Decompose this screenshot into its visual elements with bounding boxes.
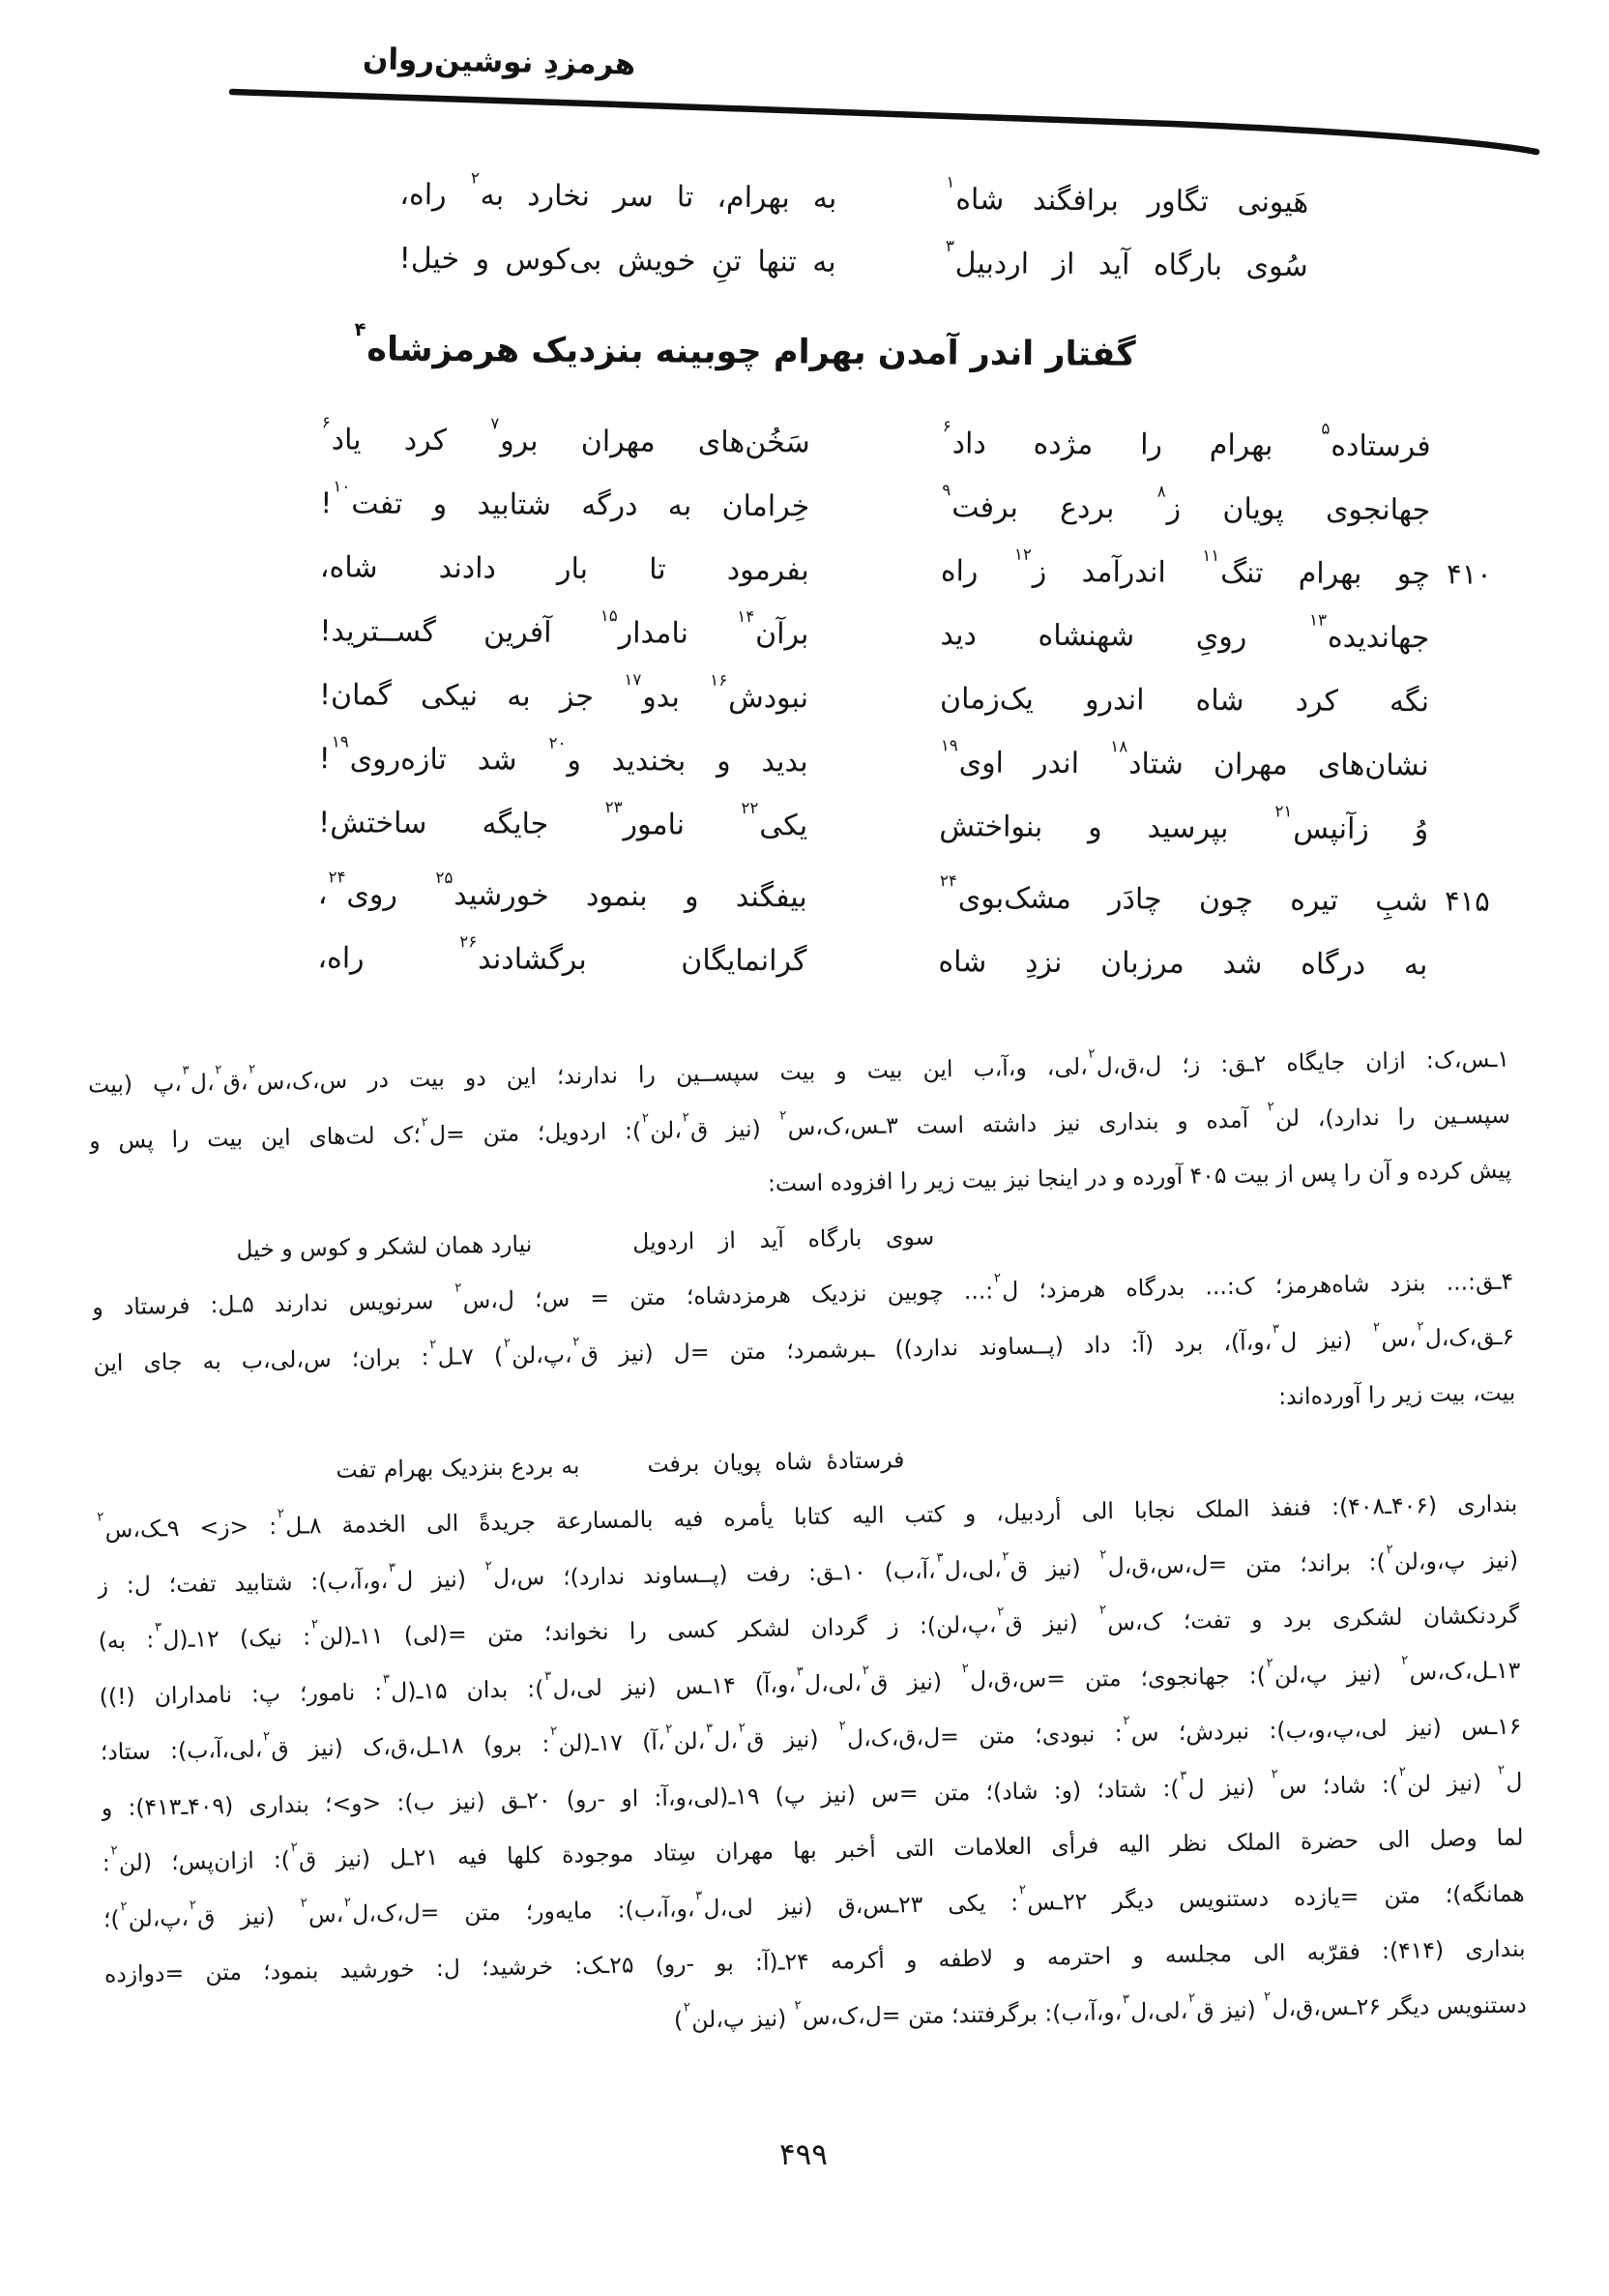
- footnote-ref: ۱۷: [624, 669, 642, 690]
- footnote-ref: ۷: [490, 413, 500, 433]
- footnote-ref: ۴: [354, 318, 366, 341]
- footnote-ref: ۲: [838, 1719, 846, 1734]
- couplet: [398, 226, 1308, 298]
- hemistich-first: فرستاده$^۵$ بهرام را مژده داد$^۶$: [942, 416, 1431, 463]
- footnote-ref: ۵: [1321, 418, 1331, 438]
- hemistich-second: بفرمود تا بار دادند شاه،: [319, 549, 809, 587]
- footnote-line: ۶ـق،ک،ل$^۲$،س$^۲$ (نیز ل$^۳$،و،آ)، برد (آ: داد (پــساوند ندارد)) ـبرشمرد؛ متن =ل (نیز ق$^۲$،پ،لن$^۲$) ۷ـل$^۲$: بران؛ س،لی،ب به جای این: [93, 1318, 1515, 1377]
- footnote-ref: ۲۴: [328, 867, 346, 887]
- footnote-ref: ۲: [1398, 1764, 1406, 1780]
- footnote-ref: ۲: [290, 1840, 298, 1855]
- footnote-ref: ۲۰: [548, 732, 567, 752]
- footnote-ref: ۱۱: [1202, 545, 1220, 566]
- footnote-ref: ۲: [1018, 1882, 1027, 1898]
- footnote-ref: ۲۴: [939, 870, 957, 891]
- footnote-line: (نیز پ،و،لن$^۲$): براند؛ متن =ل،س،ق،ل$^۲$ (نیز ق$^۲$،لی،ل$^۳$،آ،ب) ۱۰ـق: رفت (پــساوند ندارد)؛ س،ل$^۲$ (نیز ل$^۳$،و،آ،ب): شتابید تفت؛ ل: ز: [97, 1542, 1519, 1599]
- hemistich-second: گرانمایگان برگشادند$^{۲۶}$ راه،: [317, 931, 807, 978]
- footnote-ref: ۳: [936, 1549, 944, 1566]
- couplet: [319, 599, 1491, 669]
- couplet: [318, 862, 1490, 932]
- section-heading: گفتار اندر آمدن بهرام چوبینه بنزدیک هرمزشاه$^۴$: [354, 318, 1136, 374]
- couplet: [318, 726, 1490, 797]
- hemistich-second: به بهرام، تا سر نخارد به$^۲$ راه،: [399, 167, 837, 216]
- footnote-ref: ۲: [1099, 1546, 1107, 1562]
- poem-main: [317, 407, 1493, 996]
- hemistich-first: سُوی بارگاه آید از اردبیل$^۳$: [945, 235, 1308, 283]
- footnote-ref: ۱۲: [1013, 544, 1032, 564]
- verse-number: ۴۱۰: [1446, 557, 1492, 591]
- footnote-ref: ۲: [961, 1661, 970, 1676]
- footnote-ref: ۳: [388, 1560, 396, 1575]
- footnote-ref: ۱۰: [333, 476, 351, 496]
- footnote-ref: ۱۵: [600, 605, 618, 626]
- footnote-line: همانگه)؛ متن =یازده دستنویس دیگر ۲۲ـس$^۲$: یکی ۲۳ـس،ق (نیز لی،ل$^۳$،و،آ،ب): مایه‌ور؛ متن =ل،ک،ل$^۲$،س$^۲$ (نیز ق$^۲$،پ،لن$^۲$)؛: [102, 1878, 1525, 1932]
- footnote-ref: ۱۹: [331, 731, 349, 751]
- couplet: [320, 535, 1492, 605]
- footnote-ref: ۲: [1497, 1762, 1506, 1778]
- footnote-ref: ۶: [321, 412, 331, 432]
- footnote-ref: ۳: [382, 1671, 391, 1687]
- footnote-ref: ۲: [572, 1334, 580, 1349]
- hemistich-second: برآن$^{۱۴}$ نامدار$^{۱۵}$ آفرین گســترید!: [319, 605, 809, 651]
- footnote-ref: ۱۸: [1110, 736, 1128, 756]
- footnote-ref: ۲۲: [741, 798, 759, 818]
- footnote-ref: ۲: [1372, 1319, 1381, 1335]
- footnote-ref: ۳: [705, 1721, 714, 1736]
- hemistich-second: به بردع بنزدیک بهرام تفت: [336, 1452, 580, 1485]
- couplet: [319, 662, 1491, 733]
- footnote-ref: ۳: [796, 1663, 804, 1679]
- footnote-ref: ۳: [695, 1888, 703, 1903]
- footnote-ref: ۲: [120, 1899, 128, 1914]
- footnote-ref: ۲: [682, 1109, 689, 1125]
- footnote-ref: ۱۳: [1308, 609, 1328, 630]
- footnote-ref: ۲: [484, 1558, 492, 1574]
- footnote-line: بنداری (۴۰۶ـ۴۰۸): فنفذ الملک نجابا الی أردبیل، و کتب الیه کتابا یأمره فیه بالمسارعة جریدةً الی الخدمة ۸ـل$^۲$: <ز> ۹ـک،س$^۲$: [97, 1489, 1518, 1544]
- hemistich-first: فرستادهٔ شاه پویان برفت: [647, 1446, 905, 1479]
- footnote-ref: ۲: [343, 1895, 352, 1910]
- footnote-ref: ۲: [1123, 1713, 1130, 1729]
- hemistich-second: نیارد همان لشکر و کوس و خیل: [236, 1230, 533, 1264]
- hemistich-first: به درگاه شد مرزبان نزدِ شاه: [938, 944, 1428, 982]
- footnote-ref: ۲: [1386, 1542, 1393, 1557]
- footnote-ref: ۲: [683, 1999, 691, 2015]
- footnote-ref: ۳: [154, 1620, 162, 1635]
- footnote-ref: ۹: [942, 480, 951, 500]
- footnotes-apparatus: [88, 1032, 1528, 2059]
- footnote-ref: ۳: [543, 1668, 552, 1684]
- footnote-ref: ۲: [641, 1110, 650, 1126]
- footnote-ref: ۲: [1267, 1099, 1274, 1114]
- footnote-ref: ۲: [189, 1898, 196, 1913]
- footnote-ref: ۳: [1180, 1768, 1187, 1783]
- footnote-ref: ۲: [1098, 1603, 1107, 1618]
- footnote-ref: ۲: [262, 1729, 271, 1745]
- footnote-ref: ۲۱: [1274, 801, 1293, 821]
- hemistich-second: بدید و بخندید و$^{۲۰}$ شد تازه‌روی$^{۱۹}$!: [318, 731, 808, 779]
- footnote-ref: ۲: [993, 1271, 1002, 1286]
- hemistich-first: نگه کرد شاه اندرو یک‌زمان: [939, 681, 1430, 719]
- couplet: [320, 407, 1492, 478]
- footnote-line: لما وصل الی حضرة الملک نظر الیه فرأی العلامات التی أخبر بها مهران سِتاد موجودة کلها فیه ۲۱ـل (نیز ق$^۲$): ازان‌پس؛ (لن$^۲$:: [102, 1823, 1524, 1877]
- footnote-line: ل$^۲$ (نیز لن$^۲$): شاد؛ س$^۲$ (نیز ل$^۳$): شتاد؛ (و: شاد)؛ متن =س (نیز پ) ۱۹ـ(لی،و،آ: او -رو) ۲۰ـق (نیز ب): <و>؛ بنداری (۴۰۹ـ۴۱۳): و: [101, 1762, 1523, 1821]
- footnote-ref: ۲: [421, 1114, 428, 1130]
- footnote-ref: ۲: [215, 1063, 222, 1078]
- footnote-ref: ۲: [665, 1722, 673, 1737]
- footnote-ref: ۲: [1266, 1655, 1273, 1670]
- hemistich-second: نبودش$^{۱۶}$ بدو$^{۱۷}$ جز به نیکی گمان!: [318, 669, 809, 715]
- couplet: [318, 790, 1490, 861]
- footnote-ref: ۲: [429, 1337, 437, 1352]
- couplet: [317, 926, 1489, 996]
- footnote-line: پیش کرده و آن را پس از بیت ۴۰۵ آورده و در اینجا نیز بیت زیر را افزوده است:: [767, 1156, 1512, 1197]
- hemistich-first: وُ زآنپس$^{۲۱}$ بپرسید و بنواختش: [939, 801, 1429, 846]
- footnote-ref: ۲: [454, 1280, 462, 1296]
- footnote-line: سپسـین را ندارد)، لن$^۲$ آمده و بنداری نیز داشته است ۳ـس،ک،س$^۲$ (نیز ق$^۲$،لن$^۲$): اردویل؛ متن =ل$^۲$؛ک لت‌های این بیت را پس و: [88, 1099, 1511, 1155]
- verse-number: ۴۱۵: [1444, 884, 1490, 918]
- footnote-ref: ۶: [942, 416, 951, 436]
- hemistich-first: نشان‌های مهران شتاد$^{۱۸}$ اندر اوی$^{۱۹}$: [940, 735, 1429, 782]
- poem-top: [398, 162, 1308, 298]
- footnote-ref: ۲: [1271, 1766, 1278, 1781]
- footnote-line: ۱۳ـل،ک،س$^۲$ (نیز پ،لن$^۲$): جهانجوی؛ متن =س،ق،ل$^۲$ (نیز ق$^۲$،لی،ل$^۳$،و،آ) ۱۴ـس (نیز لی،ل$^۳$): بدان ۱۵ـ(ل$^۳$: نامور؛ پ: نامداران (!)): [99, 1653, 1521, 1710]
- footnote-ref: ۱۹: [940, 735, 958, 755]
- footnote-ref: ۲: [1187, 1990, 1196, 2006]
- footnote-ref: ۲۶: [459, 931, 478, 952]
- hemistich-first: هَیونی تگاور برافگند شاه$^۱$: [946, 171, 1309, 220]
- footnote-line: ۱۶ـس (نیز لی،پ،و،ب): نبردش؛ س$^۲$: نبودی؛ متن =ل،ق،ک،ل$^۲$ (نیز ق$^۲$،ل$^۳$،لن$^۲$،آ) ۱۷ـ(لن$^۲$: برو) ۱۸ـل،ق،ک (نیز ق$^۲$،لی،آ،ب): ستاد؛: [100, 1712, 1522, 1766]
- couplet: [320, 471, 1492, 542]
- footnote-ref: ۲: [794, 1997, 802, 2013]
- hemistich-second: به تنها تنِ خویش بی‌کوس و خیل!: [398, 241, 836, 280]
- footnote-line: دستنویس دیگر ۲۶ـس،ق،ل$^۲$ (نیز ق$^۲$،لی،ل$^۳$،و،آ،ب): برگرفتند؛ متن =ل،ک،س$^۲$ (نیز پ،لن$^۲$): [673, 1988, 1528, 2034]
- footnote-ref: ۳: [1272, 1321, 1280, 1337]
- page-number: ۴۹۹: [779, 2137, 828, 2172]
- footnote-ref: ۲۵: [435, 868, 453, 888]
- hemistich-first: جهاندیده$^{۱۳}$ رویِ شهنشاه دید: [940, 609, 1430, 655]
- footnote-ref: ۱: [946, 171, 955, 192]
- couplet: [399, 162, 1309, 234]
- footnote-ref: ۲: [1401, 1653, 1409, 1668]
- footnote-ref: ۲: [110, 1843, 118, 1859]
- hemistich-second: سَخُن‌های مهران برو$^۷$ کرد یاد$^۶$: [321, 412, 810, 459]
- footnote-ref: ۸: [1156, 481, 1166, 501]
- footnote-line: بیت، بیت زیر را آورده‌اند:: [1277, 1378, 1516, 1411]
- footnote-ref: ۱۴: [737, 606, 755, 627]
- footnote-ref: ۲: [550, 1723, 558, 1739]
- hemistich-first: جهانجوی پویان ز$^۸$ بردع برفت$^۹$: [942, 480, 1431, 527]
- hemistich-second: خِرامان به درگه شتابید و تفت$^{۱۰}$!: [320, 476, 810, 523]
- header-rule: [224, 83, 1544, 164]
- footnote-ref: ۲: [310, 1617, 319, 1633]
- hemistich-second: یکی$^{۲۲}$ نامور$^{۲۳}$ جایگه ساختش!: [318, 797, 808, 842]
- footnote-ref: ۲: [97, 1510, 104, 1525]
- footnote-ref: ۲: [277, 1506, 285, 1522]
- footnote-ref: ۱۶: [710, 669, 728, 690]
- footnote-line: ۱ـس،ک: ازان جایگاه ۲ـق: ز؛ ل،ق،ل$^۲$،لی، و،آ،ب این بیت و بیت سپســین را ندارند؛ این دو بیت در س،ک،س$^۲$،ق$^۲$،ل$^۳$،پ (بیت: [87, 1045, 1510, 1099]
- footnote-ref: ۲: [470, 167, 480, 188]
- hemistich-first: چو بهرام تنگ$^{۱۱}$ اندرآمد ز$^{۱۲}$ راه: [940, 544, 1430, 591]
- footnote-ref: ۲: [997, 1604, 1005, 1620]
- footnote-ref: ۲: [503, 1336, 512, 1351]
- footnote-line: گردنکشان لشکری برد و تفت؛ ک،س$^۲$ (نیز ق$^۲$،پ،لن): ز گردان لشکر کسی را نخواند؛ متن =(لی) ۱۱ـ(لن$^۲$: نیک) ۱۲ـ(ل$^۳$: به): [98, 1601, 1520, 1655]
- footnote-verse: [336, 1432, 905, 1498]
- footnote-ref: ۲: [1002, 1548, 1009, 1564]
- footnote-ref: ۳: [945, 235, 954, 256]
- footnote-ref: ۲: [1263, 1988, 1272, 2004]
- hemistich-second: بیفگند و بنمود خورشید$^{۲۵}$ روی$^{۲۴}$،: [317, 867, 807, 914]
- footnote-ref: ۲: [300, 1896, 307, 1911]
- footnote-line: بنداری (۴۱۴): فقرّبه الی مجلسه و احترمه و لاطفه و أکرمه ۲۴ـ(آ: بو -رو) ۲۵ـک: خرشید؛ ل: خورشید بنمود؛ متن =دوازده: [103, 1934, 1526, 1988]
- hemistich-first: شبِ تیره چون چادَر مشک‌بوی$^{۲۴}$: [939, 870, 1428, 918]
- footnote-ref: ۲: [779, 1107, 787, 1123]
- footnote-ref: ۲۳: [604, 797, 623, 817]
- footnote-line: ۴ـق:... بنزد شاه‌هرمز؛ ک:... بدرگاه هرمزد؛ ل$^۲$:... چوبین نزدیک هرمزدشاه؛ متن = س؛ ل،س$^۲$ سرنویس ندارند ۵ـل: فرستاد و: [92, 1267, 1514, 1321]
- footnote-ref: ۲: [1088, 1046, 1096, 1062]
- running-head: هرمزدِ نوشین‌روان: [362, 42, 636, 82]
- footnote-ref: ۳: [1122, 1991, 1130, 2007]
- footnote-ref: ۲: [249, 1062, 256, 1077]
- footnote-ref: ۲: [862, 1663, 869, 1678]
- footnote-ref: ۲: [1417, 1318, 1424, 1334]
- hemistich-first: سوی بارگاه آید از اردویل: [632, 1222, 935, 1256]
- footnote-ref: ۲: [738, 1721, 746, 1736]
- footnote-ref: ۳: [182, 1063, 190, 1078]
